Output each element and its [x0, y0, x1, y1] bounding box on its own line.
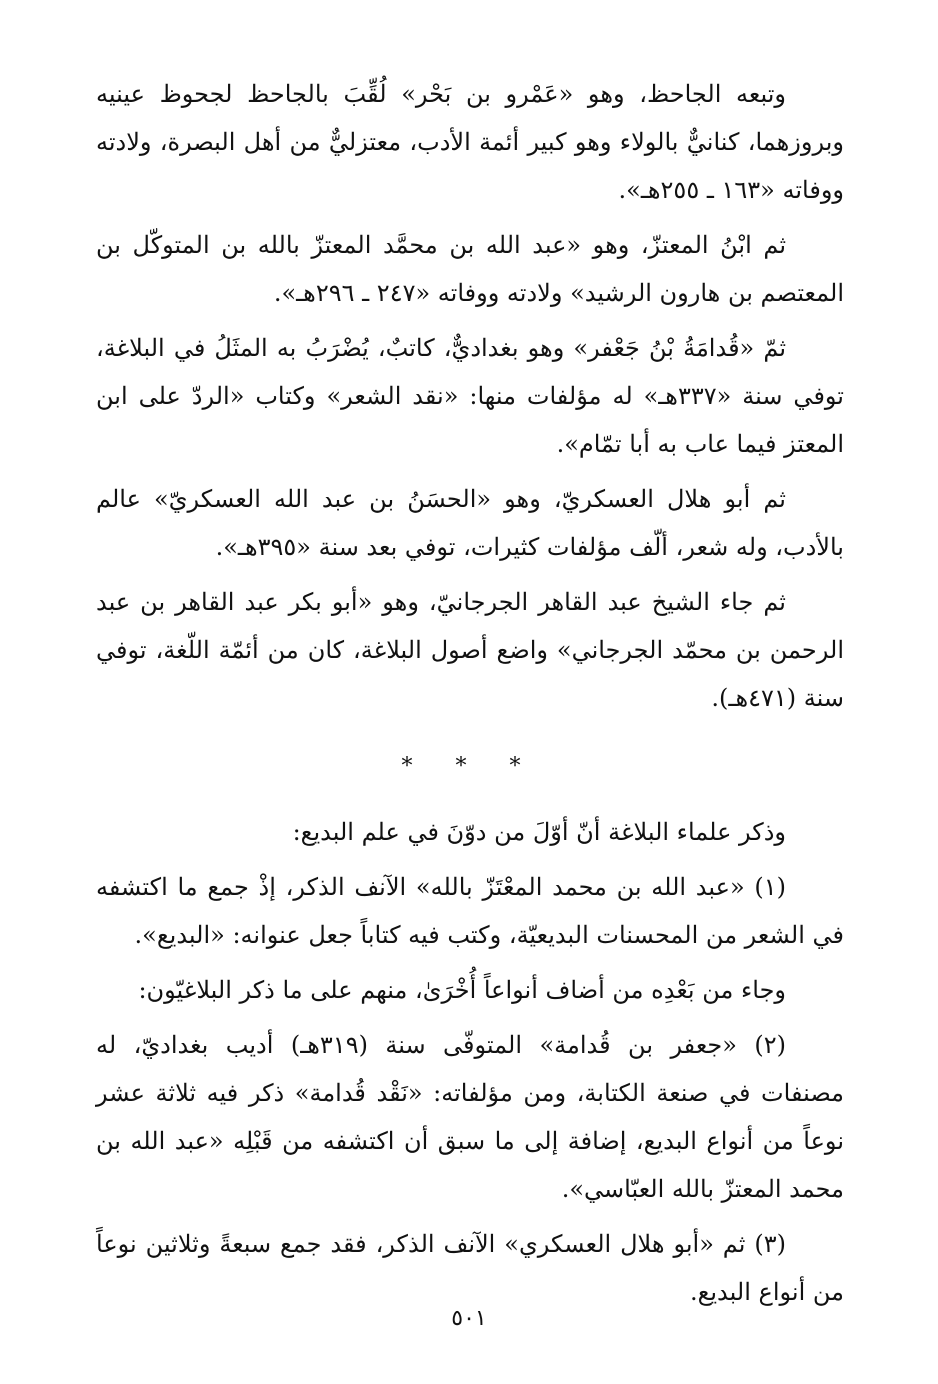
section-separator: * * *	[401, 754, 539, 779]
paragraph-jurjani: ثم جاء الشيخ عبد القاهر الجرجانيّ، وهو «أبو بكر عبد القاهر بن عبد الرحمن بن محمّد الجرجاني» واضع أصول البلاغة، كان من أئمّة اللّغة، توفي سنة (٤٧١هـ).	[96, 588, 844, 712]
page-body	[96, 70, 844, 1323]
paragraph-intro-badi: وذكر علماء البلاغة أنّ أوّلَ من دوّنَ في علم البديع:	[292, 818, 786, 846]
paragraph-after-him: وجاء من بَعْدِه من أضاف أنواعاً أُخْرَىٰ، منهم على ما ذكر البلاغيّون:	[138, 976, 786, 1004]
paragraph-abu-hilal: ثم أبو هلال العسكريّ، وهو «الحسَنُ بن عبد الله العسكريّ» عالم بالأدب، وله شعر، ألّف مؤلفات كثيرات، توفي بعد سنة «٣٩٥هـ».	[96, 485, 844, 561]
paragraph-ibn-al-mutazz: ثم ابْنُ المعتزّ، وهو «عبد الله بن محمَّد المعتزّ بالله بن المتوكّل بن المعتصم بن هارون الرشيد» ولادته ووفاته «٢٤٧ ـ ٢٩٦هـ».	[96, 231, 844, 307]
list-item-3: (٣) ثم «أبو هلال العسكري» الآنف الذكر، فقد جمع سبعةً وثلاثين نوعاً من أنواع البديع.	[96, 1230, 844, 1306]
paragraph-qudama: ثمّ «قُدامَةُ بْنُ جَعْفر» وهو بغداديٌّ، كاتبٌ، يُضْرَبُ به المثَلُ في البلاغة، توفي سنة «٣٣٧هـ» له مؤلفات منها: «نقد الشعر» وكتاب «الردّ على ابن المعتز فيما عاب به أبا تمّام».	[96, 334, 844, 458]
paragraph-jahiz: وتبعه الجاحظ، وهو «عَمْرو بن بَحْر» لُقِّبَ بالجاحظ لجحوظ عينيه وبروزهما، كنانيٌّ بالولاء وهو كبير أئمة الأدب، معتزليٌّ من أهل البصرة، ولادته ووفاته «١٦٣ ـ ٢٥٥هـ».	[96, 80, 844, 204]
list-item-1: (١) «عبد الله بن محمد المعْتَزّ بالله» الآنف الذكر، إذْ جمع ما اكتشفه في الشعر من المحسنات البديعيّة، وكتب فيه كتاباً جعل عنوانه: «البديع».	[96, 873, 844, 949]
page-number: ٥٠١	[451, 1306, 487, 1331]
list-item-2: (٢) «جعفر بن قُدامة» المتوفّى سنة (٣١٩هـ) أديب بغداديّ، له مصنفات في صنعة الكتابة، ومن مؤلفاته: «نَقْد قُدامة» ذكر فيه ثلاثة عشر نوعاً من أنواع البديع، إضافة إلى ما سبق أن اكتشفه من قَبْلِه «عبد الله بن محمد المعتزّ بالله العبّاسي».	[96, 1031, 844, 1203]
